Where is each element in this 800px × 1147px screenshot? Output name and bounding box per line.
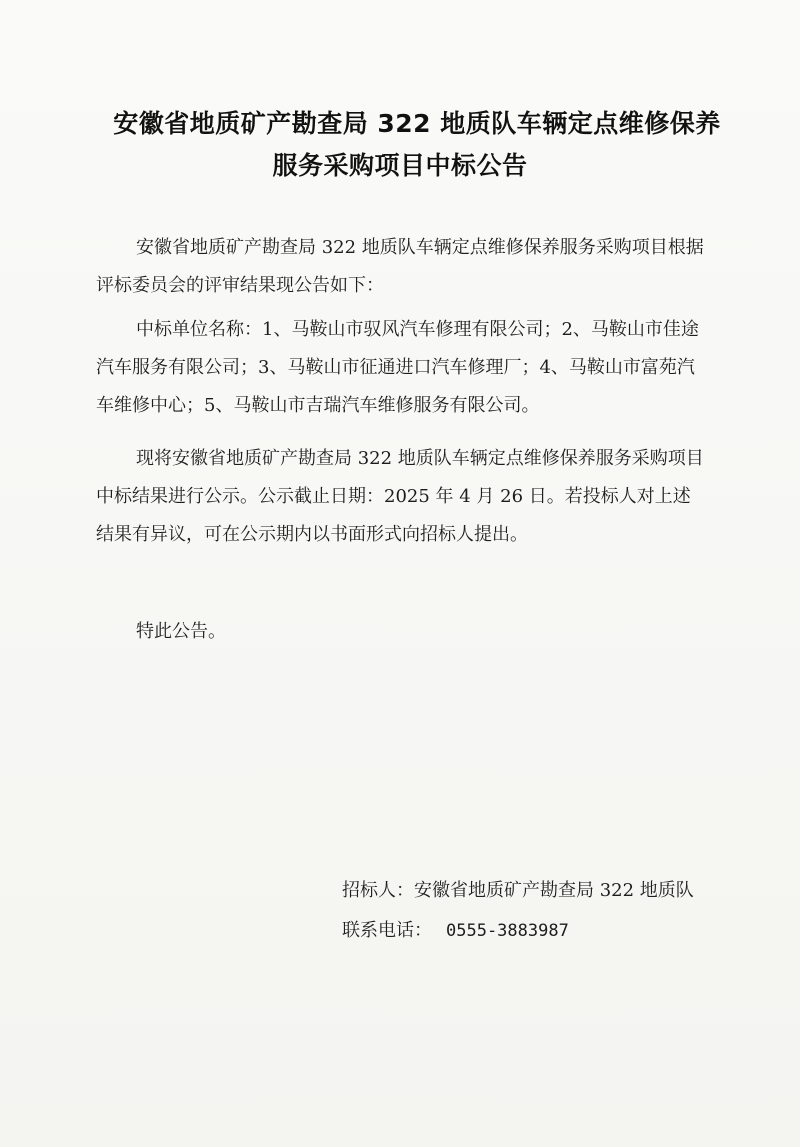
closing-paragraph: 特此公告。 [136, 621, 226, 642]
contact-line [342, 916, 569, 942]
document-title-line-1: 安徽省地质矿产勘查局 322 地质队车辆定点维修保养 [113, 109, 721, 138]
issuer-line [342, 876, 694, 902]
issuer-label: 招标人： [342, 880, 414, 901]
publicity-paragraph: 现将安徽省地质矿产勘查局 322 地质队车辆定点维修保养服务采购项目中标结果进行公示。公示截止日期：2025 年 4 月 26 日。若投标人对上述结果有异议，可在公示期内以书面形式向招标人提出。 [96, 448, 704, 545]
document-title-line-2: 服务采购项目中标公告 [272, 151, 528, 180]
intro-paragraph: 安徽省地质矿产勘查局 322 地质队车辆定点维修保养服务采购项目根据评标委员会的评审结果现公告如下： [96, 237, 704, 296]
phone-label: 联系电话： [342, 920, 432, 941]
phone-number: 0555-3883987 [446, 921, 569, 941]
winners-paragraph: 中标单位名称：1、马鞍山市驭风汽车修理有限公司；2、马鞍山市佳途汽车服务有限公司；3、马鞍山市征通进口汽车修理厂；4、马鞍山市富苑汽车维修中心；5、马鞍山市吉瑞汽车维修服务有限公司。 [96, 319, 699, 416]
issuer-name: 安徽省地质矿产勘查局 322 地质队 [414, 880, 694, 901]
